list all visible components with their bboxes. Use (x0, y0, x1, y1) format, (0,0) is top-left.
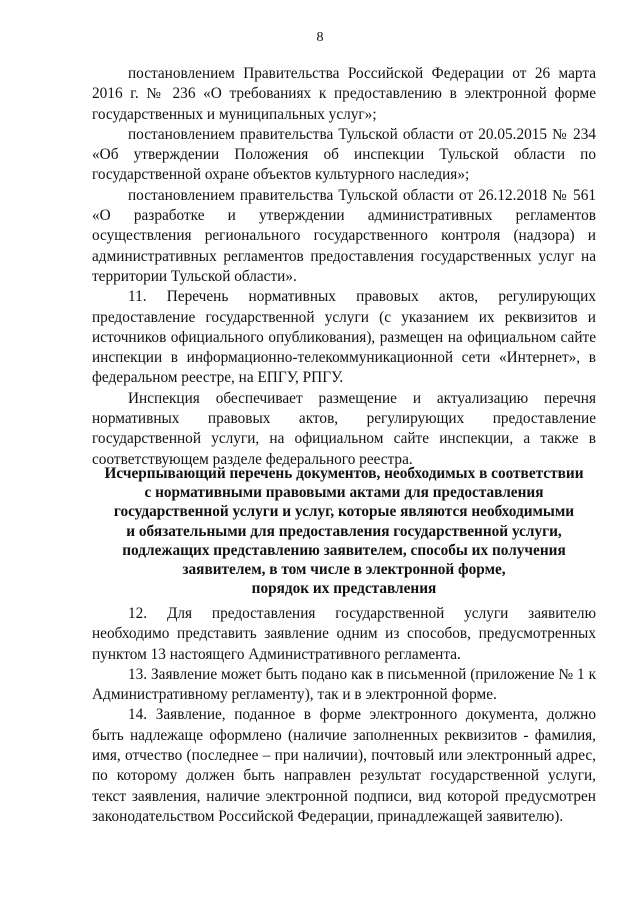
heading-line: с нормативными правовыми актами для предоставления (144, 484, 544, 502)
section-heading (92, 464, 596, 598)
heading-line: и обязательными для предоставления государственной услуги, (126, 522, 562, 540)
paragraph: постановлением Правительства Российской Федерации от 26 марта 2016 г. № 236 «О требованиях к предоставлению в электронной форме государственных и муниципальных услуг»; (92, 65, 596, 123)
paragraph-item-11: 11. Перечень нормативных правовых актов, регулирующих предоставление государственной услуги (с указанием их реквизитов и источников официального опубликования), размещен на официальном сайте инспекции в информационно-телекоммуникационной сети «Интернет», в федеральном реестре, на ЕПГУ, РПГУ. (92, 288, 596, 387)
paragraph-item-13: 13. Заявление может быть подано как в письменной (приложение № 1 к Административному регламенту), так и в электронной форме. (92, 665, 596, 704)
paragraph: постановлением правительства Тульской области от 26.12.2018 № 561 «О разработке и утверждении административных регламентов осуществления регионального государственного контроля (надзора) и административных регламентов предоставления государственных услуг на территории Тульской области». (92, 186, 596, 285)
bottom-text-block (92, 604, 596, 827)
paragraph-item-12: 12. Для предоставления государственной услуги заявителю необходимо представить заявление одним из способов, предусмотренных пунктом 13 настоящего Административного регламента. (92, 605, 596, 663)
page-number: 8 (316, 30, 324, 45)
paragraph-item-14: 14. Заявление, поданное в форме электронного документа, должно быть надлежаще оформлено (наличие заполненных реквизитов - фамилия, имя, отчество (последнее – при наличии), почтовый или электронный адрес, по которому должен быть направлен результат государственной услуги, текст заявления, наличие электронной подписи, вид которой предусмотрен законодательством Российской Федерации, принадлежащей заявителю). (92, 706, 596, 825)
heading-line: заявителем, в том числе в электронной форме, (182, 561, 506, 579)
paragraph: постановлением правительства Тульской области от 20.05.2015 № 234 «Об утверждении Положения об инспекции Тульской области по государственной охране объектов культурного наследия»; (92, 125, 596, 184)
heading-line: подлежащих представлению заявителем, способы их получения (122, 541, 566, 559)
heading-line: государственной услуги и услуг, которые являются необходимыми (113, 503, 575, 521)
paragraph: Инспекция обеспечивает размещение и актуализацию перечня нормативных правовых актов, регулирующих предоставление государственной услуги, на официальном сайте инспекции, а также в соответствующем разделе федерального реестра. (92, 389, 596, 468)
heading-line: Исчерпывающий перечень документов, необходимых в соответствии (104, 465, 584, 482)
heading-line: порядок их представления (251, 580, 437, 598)
top-text-block (92, 64, 596, 470)
